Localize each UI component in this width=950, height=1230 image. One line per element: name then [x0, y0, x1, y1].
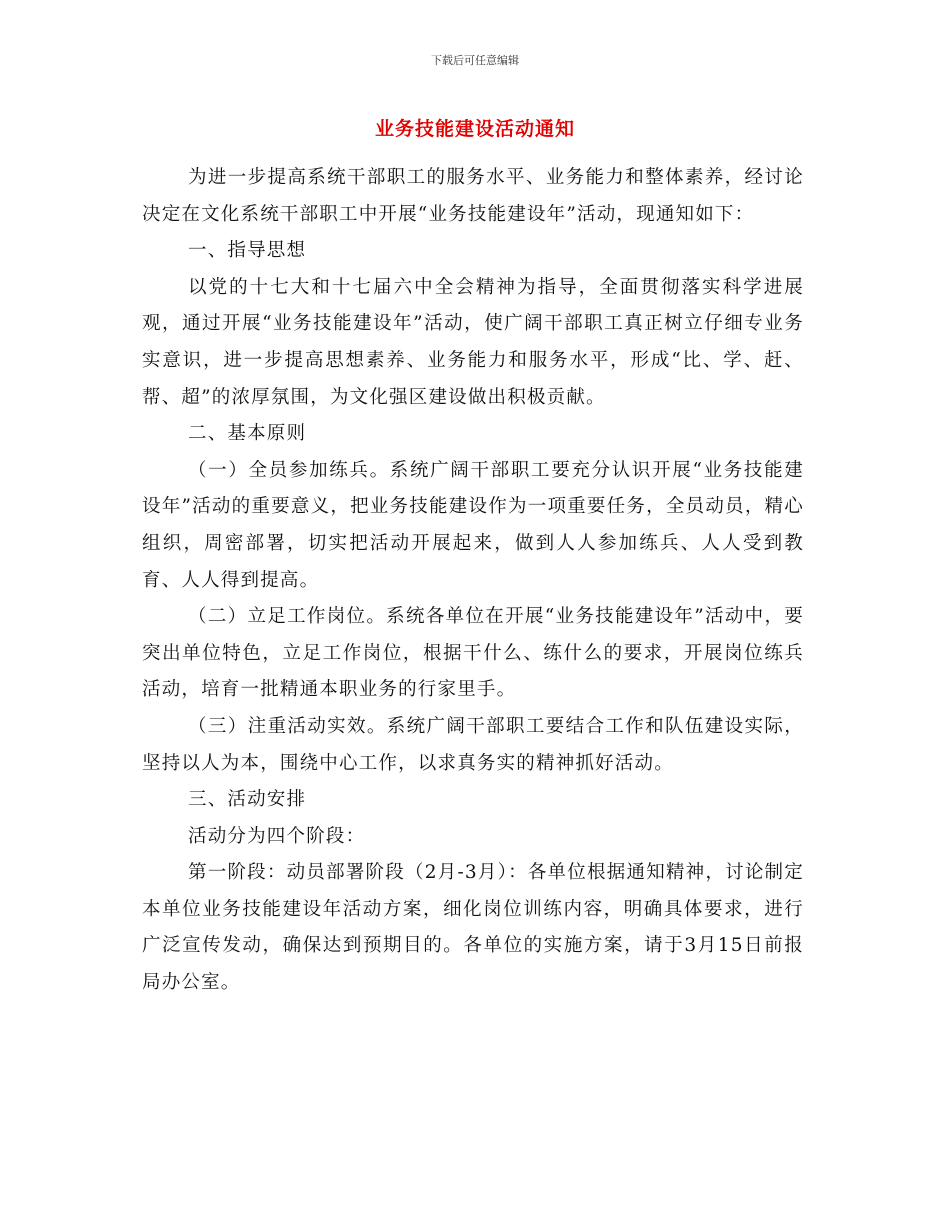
- section-heading-guiding-ideology: 一、指导思想: [188, 240, 307, 262]
- document-body: [142, 160, 804, 1002]
- intro-paragraph: 为进一步提高系统干部职工的服务水平、业务能力和整体素养，经讨论决定在文化系统干部职工中开展“业务技能建设年”活动，现通知如下：: [142, 167, 804, 225]
- principle-3-paragraph: （三）注重活动实效。系统广阔干部职工要结合工作和队伍建设实际，坚持以人为本，围绕中心工作，以求真务实的精神抓好活动。: [142, 715, 804, 774]
- section-heading-basic-principles: 二、基本原则: [188, 423, 307, 445]
- principle-1-paragraph: （一）全员参加练兵。系统广阔干部职工要充分认识开展“业务技能建设年”活动的重要意义，把业务技能建设作为一项重要任务，全员动员，精心组织，周密部署，切实把活动开展起来，做到人人参加练兵、人人受到教育、人人得到提高。: [142, 459, 804, 591]
- stage-1-paragraph: 第一阶段：动员部署阶段（2月-3月）：各单位根据通知精神，讨论制定本单位业务技能建设年活动方案，细化岗位训练内容，明确具体要求，进行广泛宣传发动，确保达到预期目的。各单位的实施方案，请于3月15日前报局办公室。: [142, 862, 804, 994]
- principle-2-paragraph: （二）立足工作岗位。系统各单位在开展“业务技能建设年”活动中，要突出单位特色，立足工作岗位，根据干什么、练什么的要求，开展岗位练兵活动，培育一批精通本职业务的行家里手。: [142, 606, 804, 701]
- document-title: 业务技能建设活动通知: [374, 118, 575, 140]
- section-heading-activity-arrangement: 三、活动安排: [188, 789, 307, 811]
- stages-intro-paragraph: 活动分为四个阶段：: [188, 825, 366, 847]
- guiding-ideology-paragraph: 以党的十七大和十七届六中全会精神为指导，全面贯彻落实科学进展观，通过开展“业务技能建设年”活动，使广阔干部职工真正树立仔细专业务实意识，进一步提高思想素养、业务能力和服务水平，形成“比、学、赶、帮、超”的浓厚氛围，为文化强区建设做出积极贡献。: [142, 276, 804, 408]
- page-header-note: 下载后可任意编辑: [431, 54, 519, 67]
